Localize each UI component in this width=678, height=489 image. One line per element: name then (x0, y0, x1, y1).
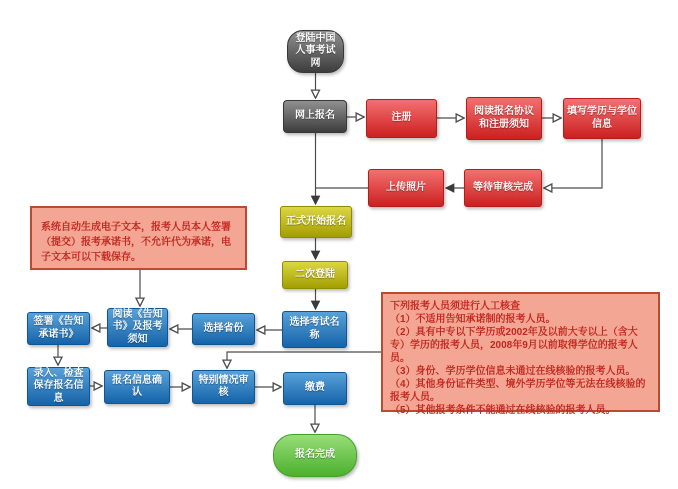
edge-right-note-to-special-review (227, 352, 381, 368)
node-wait-review-complete: 等待审核完成 (464, 169, 542, 207)
manual-review-note-item-3: （3）身份、学历学位信息未通过在线核验的报考人员。 (390, 366, 636, 377)
manual-review-note-item-1: （1）不适用告知承诺制的报考人员。 (390, 314, 556, 325)
node-online-registration: 网上报名 (283, 100, 347, 133)
edge-fill-education-to-wait-review (544, 139, 602, 188)
manual-review-note-item-5: （5）其他报考条件不能通过在线核验的报考人员。 (390, 405, 616, 416)
manual-review-note-title: 下列报考人员须进行人工核查 (390, 301, 520, 312)
node-sign-commitment-letter: 签署《告知承诺书》 (27, 312, 90, 345)
node-registration-complete: 报名完成 (273, 434, 357, 477)
node-read-registration-agreement: 阅读报名协议和注册须知 (466, 97, 542, 140)
electronic-text-note-body: 系统自动生成电子文本，报考人员本人签署（提交）报考承诺书，不允许代为承诺，电子文本可以下载保存。 (41, 222, 231, 263)
node-upload-photo: 上传照片 (368, 169, 444, 207)
manual-review-note (381, 292, 660, 416)
manual-review-note-item-4: （4）其他身份证件类型、境外学历学位等无法在线核验的报考人员。 (390, 379, 646, 403)
node-login-china-personnel-exam-site: 登陆中国人事考试网 (287, 30, 344, 73)
node-select-province: 选择省份 (192, 313, 255, 345)
node-enter-check-save-info: 录入、检查保存报名信息 (27, 367, 90, 406)
node-fill-education-degree-info: 填写学历与学位信息 (563, 98, 641, 139)
node-read-notice-and-instructions: 阅读《告知书》及报考须知 (107, 308, 168, 347)
node-special-case-review: 特别情况审核 (192, 370, 255, 404)
node-confirm-registration-info: 报名信息确认 (104, 370, 170, 404)
node-select-exam-name: 选择考试名称 (282, 311, 347, 348)
node-officially-start-registration: 正式开始报名 (280, 206, 352, 238)
node-register: 注册 (366, 99, 437, 138)
node-second-login: 二次登陆 (282, 261, 348, 289)
manual-review-note-item-2: （2）具有中专以下学历或2002年及以前大专以上（含大专）学历的报考人员，2008年9月以前取得学位的报考人员。 (390, 327, 638, 364)
node-payment: 缴费 (283, 372, 347, 405)
electronic-text-note (30, 206, 247, 270)
